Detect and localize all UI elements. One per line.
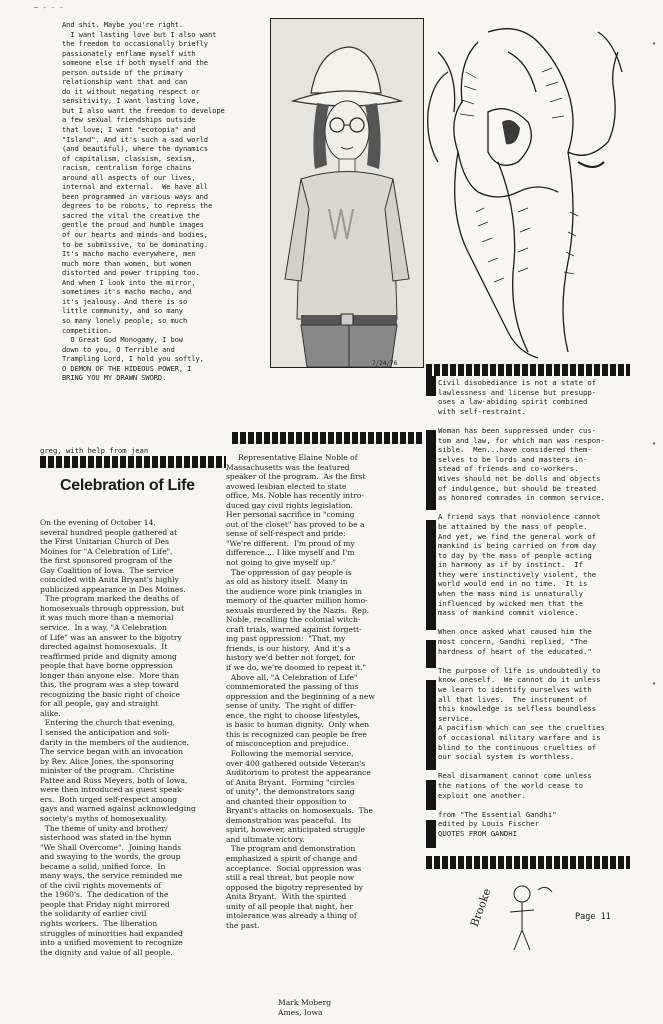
article-column-2: Representative Elaine Noble of Massachusetts was the featured speaker of the program. As the first avowed lesbian elected to state office, Ms. Noble has recently intro- duced gay civil rights legislation. Her personal sacrifice in "coming out of the closet" has proved to be a sense of self-respect and pride: "We're different. I'm proud of my difference.... I like myself and I'm not going to give myself up." The oppression of gay people is as old as history itself. Many in the audience wore pink triangles in memory of the quarter million homo- sexuals murdered by the Nazis. Rep. Noble, recalling the colonial witch- craft trials, warned against forgett- ing past oppression: "That, my friends, is our history. And it's a history we'd better not forget, for if we do, we're doomed to repeat it." Above all, "A Celebration of Life" commemorated the passing of this oppression and the beginning of a new sense of unity. The right of differ- ence, the right to choose lifestyles, is basic to human dignity. Only when this is recognized can people be free of misconception and prejudice. Following the memorial service, over 400 gathered outside Veteran's Auditorium to protest the appearance of Anita Bryant. Forming "circles of unity", the demonstrators sang and chanted their opposition to Bryant's attacks on homosexuals. The demonstration was peaceful. Its spirit, however, anticipated struggle and ultimate victory. The program and demonstration emphasized a spirit of change and acceptance. Social oppression was still a real threat, but people now opposed the bigotry represented by Anita Bryant. With the spirited unity of all people that night, her intolerance was already a thing of the past. <box>226 453 375 930</box>
gandhi-side-bar <box>426 820 436 848</box>
article-header-bar-right <box>232 432 424 444</box>
byline: greg, with help from jean <box>40 446 149 455</box>
doodle-label: Brooke <box>470 886 494 929</box>
gandhi-top-bar <box>426 364 630 376</box>
gandhi-side-bar <box>426 520 436 630</box>
gandhi-side-bar <box>426 430 436 510</box>
gandhi-bottom-bar <box>426 856 630 869</box>
margin-mark: ~ - - - <box>34 4 64 12</box>
drawn-figure-illustration <box>418 12 628 364</box>
article-column-1: On the evening of October 14, several hundred people gathered at the First Unitarian Church of Des Moines for "A Celebration of Life", the first sponsored program of the Gay Coalition of Iowa. The service coincided with Anita Bryant's highly publicized appearance in Des Moines. The program marked the deaths of homosexuals through oppression, but it was much more than a memorial service. In a way, "A Celebration of Life" was an answer to the bigotry directed against homosexuals. It reaffirmed pride and dignity among people that have borne oppression longer than anyone else. More than this, the program was a step toward recognizing the basic right of choice for all people, gay and straight alike. Entering the church that evening, I sensed the anticipation and soli- darity in the members of the audience. The service began with an invocation by Rev. Alice Jones, the sponsoring minister of the program. Christine Pattee and Russ Meyers, both of Iowa, were then introduced as guest speak- ers. Both urged self-respect among gays and warned against acknowledging society's myths of homosexuality. The theme of unity and brother/ sisterhood was stated in the hymn "We Shall Overcome". Joining hands and swaying to the words, the group became a solid, unified force. In many ways, the service reminded me of the civil rights movements of the 1960's. The dedication of the people that Friday night mirrored the solidarity of earlier civil rights workers. The liberation struggles of minorities had expanded into a unified movement to recognize the dignity and value of all people. <box>40 518 196 957</box>
poem-text: And shit. Maybe you're right. I want lasting love but I also want the freedom to occasionally briefly passionately enflame myself with someone else if both myself and the person outside of the primary relationship want that and can do it without negating respect or sensitivity; I want lasting love, but I also want the freedom to develope a few sexual friendships outside that love; I want "ecotopia" and "Island". And it's such a sad world (and beautiful), where the dynamics of capitalism, classism, sexism, racism, centralism forge chains around all aspects of our lives, internal and external. We have all been programmed in various ways and degrees to be robots, to repress the sacred the vital the creative the gentle the proud and humble images of our hearts and minds and bodies, to be submissive, to be dominating. It's macho macho everywhere, men much more than women, but women distorted and power tripping too. And when I look into the mirror, sometimes it's macho macho, and it's jealousy. And there is so little community, and so many so many lonely people; so much competition. O Great God Monogamy, I bow down to you, O Terrible and Trampling Lord, I hold you softly, O DEMON OF THE HIDEOUS POWER, I BRING YOU MY DRAWN SWORD. <box>62 20 225 383</box>
gandhi-side-bar <box>426 780 436 810</box>
margin-mark: • <box>652 40 657 48</box>
portrait-photo <box>270 18 424 368</box>
article-title: Celebration of Life <box>60 477 195 494</box>
gandhi-side-bar <box>426 680 436 770</box>
gandhi-quotes: Civil disobediance is not a state of lawlessness and license but presupp- oses a law-abiding spirit combined with self-restraint. Woman has been suppressed under cus- tom and law, for which man was respon- sible. Men...have considered them- selves to be lords and masters in- stead of friends and co-workers. Wives should not be dolls and objects of indulgence, but should be treated as honored comrades in common service. A friend says that nonviolence cannot be attained by the mass of people. And yet, we find the general work of mankind is being carried on from day to day by the mass of people acting in harmony as if by instinct. If they were instinctively violent, the world would end in no time. It is when the mass mind is unnaturally influenced by wicked men that the mass of mankind commit violence. When once asked what caused him the most concern, Gandhi replied, "The hardness of heart of the educated." The purpose of life is undoubtedly to know oneself. We cannot do it unless we learn to identify ourselves with all that lives. The instrument of this knowledge is selfless boundless service. A pacifism which can see the cruelties of occasional military warfare and is blind to the continuous cruelties of our social system is worthless. Real disarmament cannot come unless the nations of the world cease to exploit one another. from "The Essential Gandhi" edited by Louis Fischer QUOTES FROM GANDHI <box>438 378 605 838</box>
page-number: Page 11 <box>575 912 611 922</box>
gandhi-side-bar <box>426 376 436 396</box>
gandhi-side-bar <box>426 640 436 668</box>
doodle-figure-illustration <box>470 880 560 960</box>
photo-caption: 7/24/76 <box>372 360 398 367</box>
margin-mark: • <box>652 680 657 688</box>
article-header-bar <box>40 456 226 468</box>
author-signature: Mark Moberg Ames, Iowa <box>278 998 332 1017</box>
margin-mark: • <box>652 440 657 448</box>
